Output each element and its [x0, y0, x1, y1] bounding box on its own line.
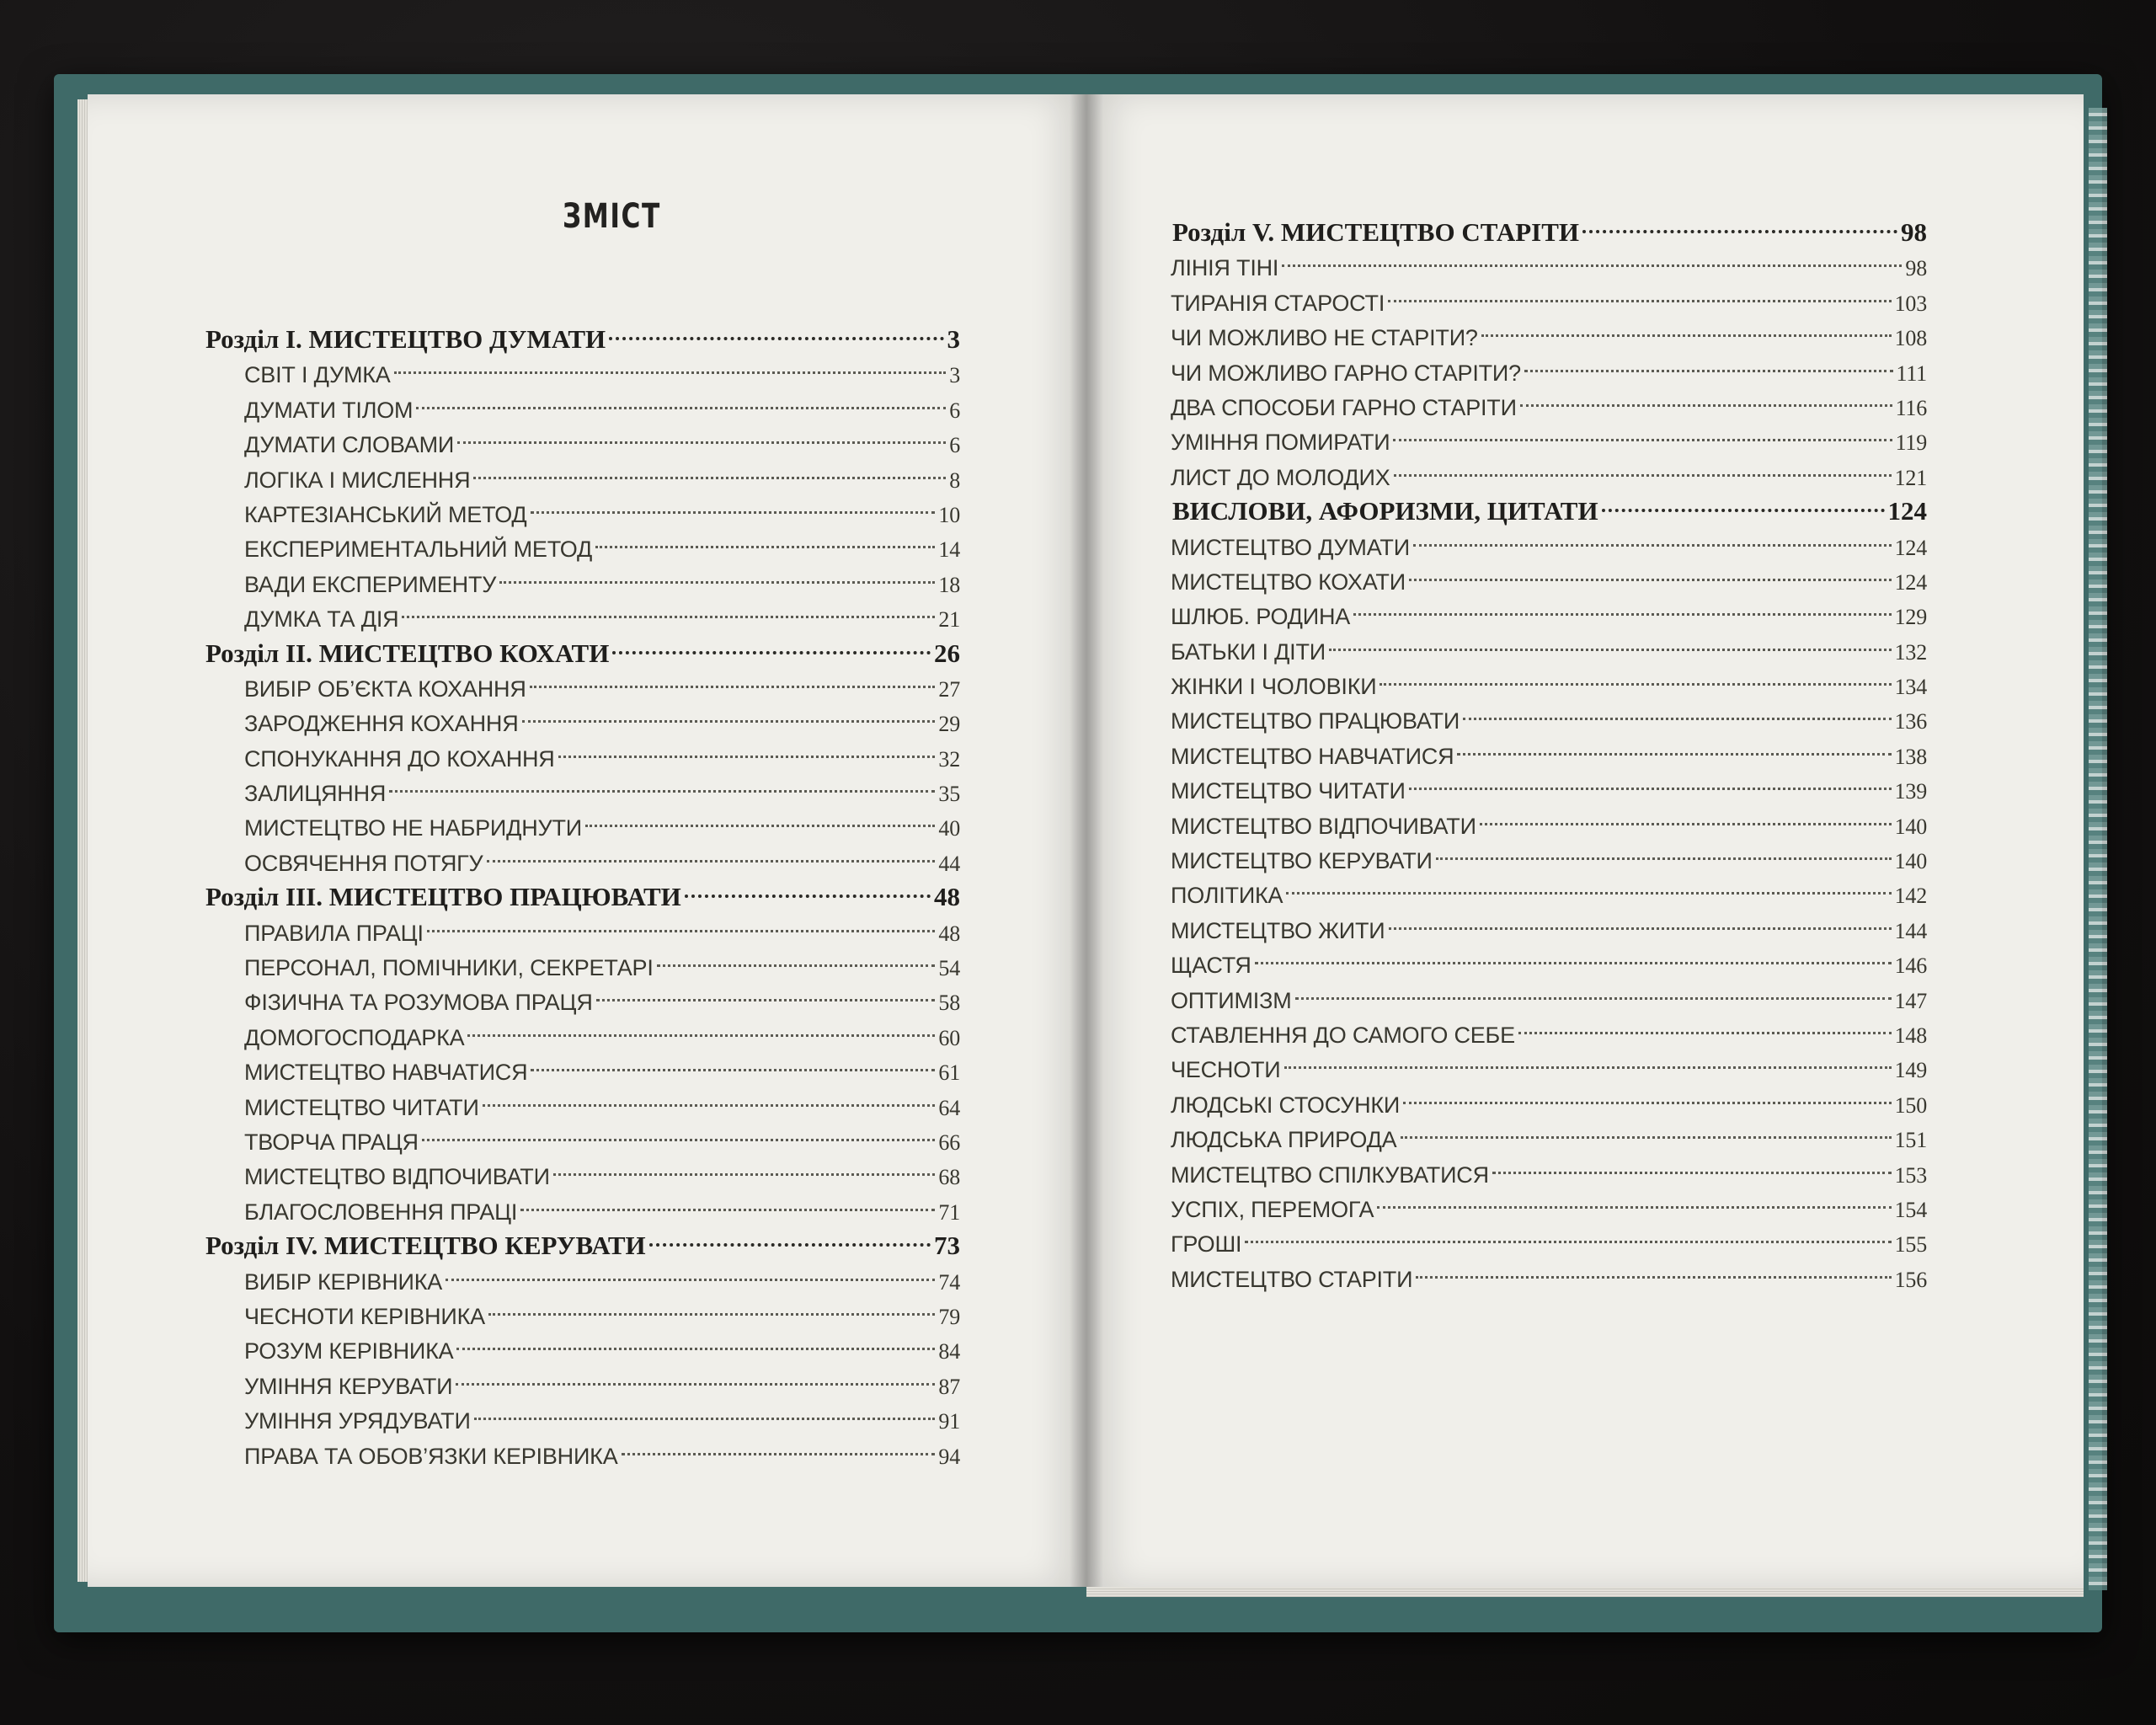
page-number: 84 — [938, 1339, 960, 1365]
dot-leader — [1377, 1183, 1891, 1217]
page-number: 98 — [1901, 217, 1927, 247]
page-number: 48 — [934, 882, 960, 912]
page-number: 98 — [1905, 256, 1927, 281]
page-number: 91 — [938, 1409, 960, 1434]
toc-section-entry — [1171, 241, 1927, 281]
page-number: 151 — [1894, 1128, 1927, 1153]
page-number: 138 — [1894, 744, 1927, 769]
dot-leader — [553, 1150, 936, 1184]
dot-leader — [474, 1394, 936, 1429]
page-number: 121 — [1894, 465, 1927, 490]
cover-edge — [2089, 108, 2107, 1590]
entry-title: МИСТЕЦТВО ВІДПОЧИВАТИ — [1171, 813, 1476, 839]
dot-leader — [1353, 590, 1892, 624]
entry-title: Розділ І. МИСТЕЦТВО ДУМАТИ — [205, 324, 606, 354]
entry-title: ПЕРСОНАЛ, ПОМІЧНИКИ, СЕКРЕТАРІ — [244, 955, 654, 981]
dot-leader — [657, 941, 936, 975]
entry-title: МИСТЕЦТВО НАВЧАТИСЯ — [244, 1060, 528, 1086]
page-number: 73 — [934, 1231, 960, 1261]
entry-title: УМІННЯ КЕРУВАТИ — [244, 1373, 453, 1399]
dot-leader — [1463, 694, 1892, 729]
dot-leader — [402, 592, 935, 627]
dot-leader — [1409, 764, 1892, 798]
entry-title: ЛЮДСЬКА ПРИРОДА — [1171, 1127, 1397, 1153]
entry-title: ОПТИМІЗМ — [1171, 987, 1292, 1013]
entry-title: ТВОРЧА ПРАЦЯ — [244, 1129, 419, 1155]
dot-leader — [1436, 834, 1892, 868]
dot-leader — [685, 871, 931, 905]
entry-title: МИСТЕЦТВО НЕ НАБРИДНУТИ — [244, 815, 582, 841]
dot-leader — [1389, 904, 1892, 938]
page-number: 148 — [1894, 1023, 1927, 1048]
page-number: 18 — [938, 572, 960, 597]
entry-title: ОСВЯЧЕННЯ ПОТЯГУ — [244, 850, 483, 876]
page-number: 87 — [938, 1374, 960, 1399]
entry-title: УМІННЯ УРЯДУВАТИ — [244, 1408, 471, 1434]
entry-title: Розділ V. МИСТЕЦТВО СТАРІТИ — [1172, 217, 1580, 247]
entry-title: МИСТЕЦТВО КОХАТИ — [1171, 569, 1406, 595]
entry-title: ШЛЮБ. РОДИНА — [1171, 604, 1351, 630]
entry-title: ЛИСТ ДО МОЛОДИХ — [1171, 464, 1390, 490]
entry-title: УСПІХ, ПЕРЕМОГА — [1171, 1196, 1374, 1222]
page-number: 66 — [938, 1130, 960, 1155]
page-number: 60 — [938, 1025, 960, 1050]
page-number: 48 — [938, 921, 960, 946]
page-number: 94 — [938, 1444, 960, 1469]
entry-title: БАТЬКИ І ДІТИ — [1171, 638, 1326, 665]
dot-leader — [1282, 241, 1902, 275]
dot-leader — [649, 1220, 931, 1254]
entry-title: ВИБІР КЕРІВНИКА — [244, 1268, 443, 1295]
entry-title: ПРАВА ТА ОБОВ’ЯЗКИ КЕРІВНИКА — [244, 1443, 618, 1469]
entry-title: Розділ IV. МИСТЕЦТВО КЕРУВАТИ — [205, 1231, 646, 1261]
dot-leader — [1388, 276, 1891, 311]
dot-leader — [1255, 938, 1892, 973]
entry-title: МИСТЕЦТВО ДУМАТИ — [1171, 534, 1410, 560]
page-number: 156 — [1894, 1267, 1927, 1292]
page-number: 111 — [1896, 360, 1927, 386]
dot-leader — [1380, 660, 1891, 694]
page-number: 124 — [1887, 496, 1927, 526]
page-number: 139 — [1894, 779, 1927, 804]
toc-section-entry — [1171, 1252, 1927, 1292]
page-number: 21 — [938, 607, 960, 633]
page-number: 26 — [934, 638, 960, 668]
entry-title: БЛАГОСЛОВЕННЯ ПРАЦІ — [244, 1199, 518, 1225]
dot-leader — [596, 975, 936, 1010]
page-number: 8 — [949, 467, 960, 493]
page-number: 58 — [938, 991, 960, 1016]
dot-leader — [427, 906, 936, 941]
toc-section-entry — [1171, 276, 1927, 316]
entry-title: ПРАВИЛА ПРАЦІ — [244, 920, 424, 946]
entry-title: ВИСЛОВИ, АФОРИЗМИ, ЦИТАТИ — [1172, 496, 1598, 526]
entry-title: СТАВЛЕННЯ ДО САМОГО СЕБЕ — [1171, 1022, 1515, 1048]
entry-title: ЛОГІКА І МИСЛЕННЯ — [244, 467, 471, 493]
dot-leader — [1413, 521, 1892, 555]
dot-leader — [394, 348, 947, 382]
entry-title: МИСТЕЦТВО СПІЛКУВАТИСЯ — [1171, 1162, 1489, 1188]
page-number: 3 — [949, 363, 960, 388]
page-number: 71 — [938, 1199, 960, 1225]
page-number: 136 — [1894, 709, 1927, 734]
dot-leader — [499, 558, 935, 592]
dot-leader — [1480, 799, 1892, 834]
dot-leader — [1286, 868, 1891, 903]
dot-leader — [1481, 311, 1892, 345]
dot-leader — [1524, 346, 1893, 381]
dot-leader — [1403, 1078, 1891, 1113]
dot-leader — [1401, 1113, 1892, 1147]
entry-title: ЧИ МОЖЛИВО НЕ СТАРІТИ? — [1171, 325, 1478, 351]
entry-title: ТИРАНІЯ СТАРОСТІ — [1171, 290, 1385, 316]
entry-title: ЧИ МОЖЛИВО ГАРНО СТАРІТИ? — [1171, 360, 1521, 386]
page-number: 54 — [938, 956, 960, 981]
dot-leader — [457, 418, 946, 452]
page-number: 79 — [938, 1304, 960, 1329]
entry-title: СПОНУКАННЯ ДО КОХАННЯ — [244, 745, 555, 772]
page-number: 74 — [938, 1269, 960, 1295]
entry-title: МИСТЕЦТВО ЖИТИ — [1171, 917, 1385, 943]
dot-leader — [1582, 206, 1897, 241]
toc-chapter-entry — [205, 313, 960, 354]
page-number: 150 — [1894, 1092, 1927, 1118]
page-number: 124 — [1894, 535, 1927, 560]
page-number: 68 — [938, 1165, 960, 1190]
dot-leader — [488, 1290, 935, 1324]
page-number: 6 — [949, 398, 960, 423]
entry-title: ДУМКА ТА ДІЯ — [244, 606, 399, 633]
entry-title: МИСТЕЦТВО ВІДПОЧИВАТИ — [244, 1164, 550, 1190]
dot-leader — [416, 383, 946, 418]
page-number: 144 — [1894, 918, 1927, 943]
page-number: 134 — [1894, 675, 1927, 700]
dot-leader — [1457, 729, 1891, 764]
entry-title: ПОЛІТИКА — [1171, 883, 1283, 909]
page-number: 44 — [938, 851, 960, 876]
entry-title: Розділ ІІ. МИСТЕЦТВО КОХАТИ — [205, 638, 610, 668]
page-number: 27 — [938, 676, 960, 702]
page-number: 32 — [938, 746, 960, 772]
dot-leader — [473, 453, 946, 488]
dot-leader — [595, 522, 935, 557]
page-number: 129 — [1894, 605, 1927, 630]
page-number: 147 — [1894, 988, 1927, 1013]
entry-title: ДОМОГОСПОДАРКА — [244, 1024, 465, 1050]
dot-leader — [622, 1429, 936, 1464]
page-number: 155 — [1894, 1232, 1927, 1258]
dot-leader — [522, 697, 936, 731]
dot-leader — [530, 662, 936, 697]
dot-leader — [1492, 1148, 1892, 1183]
dot-leader — [456, 1324, 935, 1359]
dot-leader — [609, 313, 943, 348]
page-number: 132 — [1894, 639, 1927, 665]
entry-title: ВИБІР ОБ’ЄКТА КОХАННЯ — [244, 676, 526, 702]
toc-section-entry — [1171, 904, 1927, 943]
entry-title: МИСТЕЦТВО ЧИТАТИ — [244, 1094, 479, 1120]
dot-leader — [1295, 974, 1892, 1008]
entry-title: ЗАРОДЖЕННЯ КОХАННЯ — [244, 711, 519, 737]
page-number: 119 — [1895, 430, 1927, 456]
page-number: 116 — [1895, 395, 1927, 420]
dot-leader — [456, 1359, 935, 1394]
entry-title: МИСТЕЦТВО СТАРІТИ — [1171, 1266, 1413, 1292]
dot-leader — [531, 1045, 935, 1080]
dot-leader — [1329, 625, 1892, 660]
entry-title: ВАДИ ЕКСПЕРИМЕНТУ — [244, 571, 497, 597]
entry-title: ФІЗИЧНА ТА РОЗУМОВА ПРАЦЯ — [244, 990, 593, 1016]
toc-section-entry — [1171, 974, 1927, 1013]
entry-title: Розділ ІІІ. МИСТЕЦТВО ПРАЦЮВАТИ — [205, 882, 681, 912]
entry-title: МИСТЕЦТВО НАВЧАТИСЯ — [1171, 743, 1454, 769]
dot-leader — [531, 488, 936, 522]
entry-title: ЛЮДСЬКІ СТОСУНКИ — [1171, 1092, 1401, 1118]
page-number: 10 — [938, 502, 960, 527]
page-number: 3 — [947, 324, 960, 354]
dot-leader — [467, 1011, 935, 1045]
toc-heading: ЗМІСТ — [563, 197, 661, 236]
page-number: 103 — [1894, 291, 1927, 316]
dot-leader — [422, 1115, 936, 1150]
page-number: 142 — [1894, 884, 1927, 909]
entry-title: МИСТЕЦТВО ПРАЦЮВАТИ — [1171, 708, 1460, 734]
page-number: 14 — [938, 537, 960, 563]
toc-left — [205, 313, 960, 1469]
page-number: 140 — [1894, 814, 1927, 839]
entry-title: ЩАСТЯ — [1171, 953, 1251, 979]
page-number: 153 — [1894, 1162, 1927, 1188]
toc-right — [1171, 206, 1927, 1292]
page-number: 64 — [938, 1095, 960, 1120]
toc-section-entry — [1171, 1043, 1927, 1083]
dot-leader — [446, 1255, 935, 1290]
entry-title: ЧЕСНОТИ — [1171, 1057, 1281, 1083]
entry-title: ДУМАТИ СЛОВАМИ — [244, 432, 455, 458]
dot-leader — [558, 732, 936, 766]
entry-title: ЕКСПЕРИМЕНТАЛЬНИЙ МЕТОД — [244, 537, 593, 563]
entry-title: РОЗУМ КЕРІВНИКА — [244, 1338, 454, 1365]
page-number: 108 — [1894, 326, 1927, 351]
dot-leader — [1409, 555, 1892, 590]
entry-title: ДВА СПОСОБИ ГАРНО СТАРІТИ — [1171, 394, 1517, 420]
toc-chapter-entry — [1172, 206, 1927, 247]
page-number: 154 — [1894, 1197, 1927, 1222]
entry-title: ДУМАТИ ТІЛОМ — [244, 397, 414, 423]
dot-leader — [389, 766, 935, 801]
page-number: 29 — [938, 712, 960, 737]
dot-leader — [1602, 485, 1885, 520]
toc-section-entry — [1171, 1078, 1927, 1118]
entry-title: МИСТЕЦТВО КЕРУВАТИ — [1171, 848, 1433, 874]
dot-leader — [585, 801, 935, 836]
entry-title: СВІТ І ДУМКА — [244, 362, 391, 388]
page-number: 124 — [1894, 569, 1927, 595]
dot-leader — [1245, 1217, 1891, 1252]
page-number: 146 — [1894, 953, 1927, 979]
entry-title: КАРТЕЗІАНСЬКИЙ МЕТОД — [244, 501, 527, 527]
entry-title: ГРОШІ — [1171, 1231, 1242, 1258]
dot-leader — [1416, 1252, 1891, 1287]
dot-leader — [1520, 381, 1892, 415]
dot-leader — [520, 1185, 935, 1220]
dot-leader — [483, 1081, 936, 1115]
page-number: 61 — [938, 1060, 960, 1086]
dot-leader — [1393, 415, 1892, 450]
dot-leader — [487, 836, 936, 871]
entry-title: МИСТЕЦТВО ЧИТАТИ — [1171, 778, 1406, 804]
dot-leader — [1518, 1008, 1892, 1043]
page-number: 40 — [938, 816, 960, 841]
entry-title: ЖІНКИ І ЧОЛОВІКИ — [1171, 674, 1377, 700]
page-block-edge-bottom — [1086, 1587, 2084, 1597]
page-number: 140 — [1894, 849, 1927, 874]
toc-section-entry — [1171, 938, 1927, 979]
entry-title: ЛІНІЯ ТІНІ — [1171, 255, 1279, 281]
toc-section-entry — [1171, 1217, 1927, 1258]
entry-title: УМІННЯ ПОМИРАТИ — [1171, 430, 1390, 456]
dot-leader — [1284, 1043, 1892, 1077]
entry-title: ЧЕСНОТИ КЕРІВНИКА — [244, 1303, 485, 1329]
page-number: 35 — [938, 782, 960, 807]
page-number: 6 — [949, 433, 960, 458]
page-number: 149 — [1894, 1058, 1927, 1083]
dot-leader — [612, 628, 931, 662]
dot-leader — [1394, 451, 1892, 485]
entry-title: ЗАЛИЦЯННЯ — [244, 781, 387, 807]
